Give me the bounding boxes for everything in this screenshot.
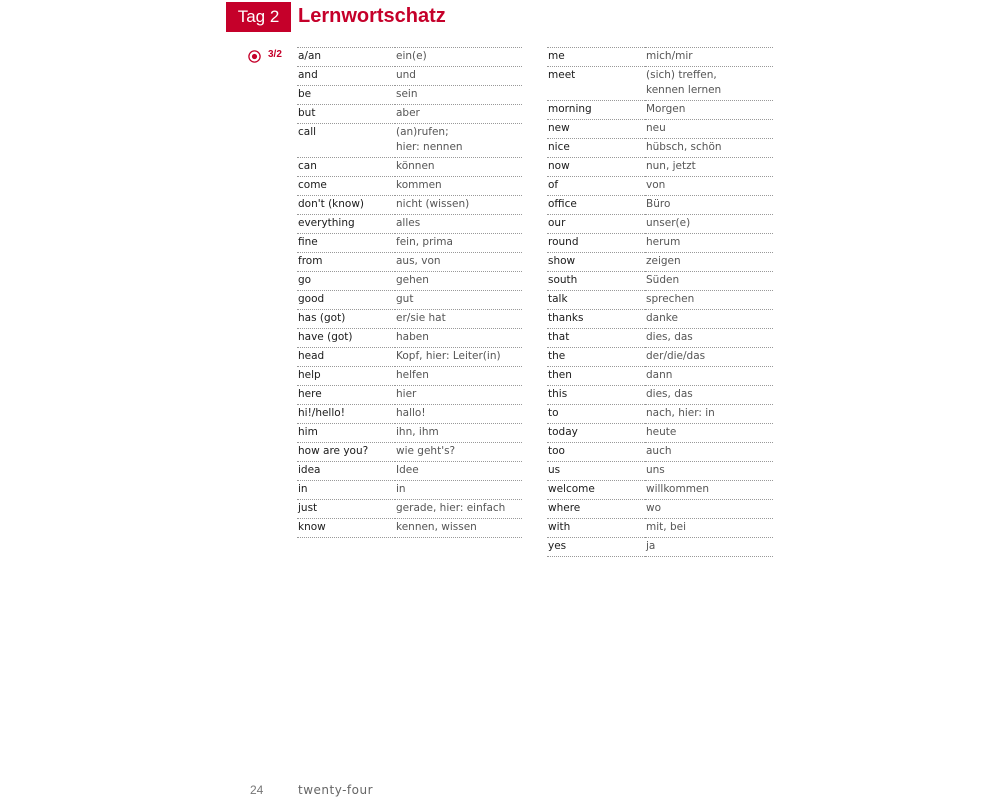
german-translation: der/die/das [645, 348, 773, 367]
english-word: him [297, 424, 395, 443]
vocab-row [297, 48, 522, 67]
english-word: everything [297, 215, 395, 234]
german-translation: gehen [395, 272, 522, 291]
german-translation: helfen [395, 367, 522, 386]
vocab-row [547, 310, 773, 329]
vocab-row [297, 105, 522, 124]
german-translation: nicht (wissen) [395, 196, 522, 215]
vocab-row [547, 481, 773, 500]
english-word: the [547, 348, 645, 367]
english-word: be [297, 86, 395, 105]
english-word: hi!/hello! [297, 405, 395, 424]
german-translation: von [645, 177, 773, 196]
english-word: show [547, 253, 645, 272]
english-word: come [297, 177, 395, 196]
english-word: morning [547, 101, 645, 120]
german-translation: auch [645, 443, 773, 462]
german-translation: heute [645, 424, 773, 443]
vocab-row [547, 120, 773, 139]
english-word: to [547, 405, 645, 424]
vocab-row [547, 405, 773, 424]
english-word: talk [547, 291, 645, 310]
vocab-row [297, 367, 522, 386]
vocab-row [547, 367, 773, 386]
vocab-row [547, 538, 773, 557]
german-translation: unser(e) [645, 215, 773, 234]
vocab-row [297, 234, 522, 253]
english-word: this [547, 386, 645, 405]
german-translation: haben [395, 329, 522, 348]
vocab-row [547, 462, 773, 481]
english-word: have (got) [297, 329, 395, 348]
english-word: good [297, 291, 395, 310]
vocab-row [297, 86, 522, 105]
english-word: head [297, 348, 395, 367]
vocab-row [547, 348, 773, 367]
vocab-table-left [297, 47, 522, 538]
vocab-row [297, 177, 522, 196]
german-translation: nach, hier: in [645, 405, 773, 424]
audio-track-marker[interactable] [248, 48, 288, 66]
vocab-row [547, 67, 773, 101]
vocab-row [547, 177, 773, 196]
vocab-row [547, 386, 773, 405]
german-translation: ja [645, 538, 773, 557]
english-word: fine [297, 234, 395, 253]
german-translation: ihn, ihm [395, 424, 522, 443]
english-word: help [297, 367, 395, 386]
english-word: today [547, 424, 645, 443]
german-translation: sprechen [645, 291, 773, 310]
vocab-row [547, 101, 773, 120]
german-translation: zeigen [645, 253, 773, 272]
german-translation: nun, jetzt [645, 158, 773, 177]
english-word: from [297, 253, 395, 272]
vocab-row [547, 48, 773, 67]
english-word: can [297, 158, 395, 177]
vocab-table-right [547, 47, 773, 557]
german-translation: willkommen [645, 481, 773, 500]
english-word: call [297, 124, 395, 158]
vocab-row [297, 215, 522, 234]
english-word: meet [547, 67, 645, 101]
german-translation: hier [395, 386, 522, 405]
vocab-row [547, 291, 773, 310]
vocab-row [547, 329, 773, 348]
english-word: where [547, 500, 645, 519]
german-translation: aber [395, 105, 522, 124]
german-translation: danke [645, 310, 773, 329]
english-word: how are you? [297, 443, 395, 462]
german-translation: (sich) treffen, kennen lernen [645, 67, 773, 101]
german-translation: können [395, 158, 522, 177]
german-translation: mich/mir [645, 48, 773, 67]
vocab-row [297, 481, 522, 500]
english-word: round [547, 234, 645, 253]
vocab-row [297, 329, 522, 348]
english-word: has (got) [297, 310, 395, 329]
vocab-row [547, 234, 773, 253]
german-translation: Idee [395, 462, 522, 481]
english-word: office [547, 196, 645, 215]
english-word: and [297, 67, 395, 86]
german-translation: Süden [645, 272, 773, 291]
vocab-row [547, 272, 773, 291]
english-word: nice [547, 139, 645, 158]
english-word: a/an [297, 48, 395, 67]
german-translation: gerade, hier: einfach [395, 500, 522, 519]
vocab-row [297, 158, 522, 177]
vocab-row [297, 291, 522, 310]
vocab-row [547, 158, 773, 177]
english-word: go [297, 272, 395, 291]
vocab-row [547, 519, 773, 538]
vocab-row [297, 310, 522, 329]
audio-track-number: 3/2 [268, 49, 282, 60]
english-word: know [297, 519, 395, 538]
english-word: idea [297, 462, 395, 481]
english-word: me [547, 48, 645, 67]
german-translation: wie geht's? [395, 443, 522, 462]
day-tag-label: Tag 2 [237, 7, 280, 26]
german-translation: er/sie hat [395, 310, 522, 329]
english-word: just [297, 500, 395, 519]
vocab-row [297, 405, 522, 424]
english-word: now [547, 158, 645, 177]
german-translation: aus, von [395, 253, 522, 272]
english-word: don't (know) [297, 196, 395, 215]
vocab-row [297, 67, 522, 86]
vocab-row [297, 519, 522, 538]
german-translation: in [395, 481, 522, 500]
german-translation: fein, prima [395, 234, 522, 253]
english-word: new [547, 120, 645, 139]
vocab-row [547, 424, 773, 443]
english-word: in [297, 481, 395, 500]
vocab-row [297, 124, 522, 158]
english-word: that [547, 329, 645, 348]
english-word: our [547, 215, 645, 234]
vocab-row [297, 462, 522, 481]
german-translation: herum [645, 234, 773, 253]
german-translation: Kopf, hier: Leiter(in) [395, 348, 522, 367]
german-translation: mit, bei [645, 519, 773, 538]
german-translation: dann [645, 367, 773, 386]
vocab-row [297, 196, 522, 215]
german-translation: ein(e) [395, 48, 522, 67]
day-tag [226, 2, 291, 32]
german-translation: kommen [395, 177, 522, 196]
german-translation: dies, das [645, 386, 773, 405]
vocab-row [297, 500, 522, 519]
vocab-row [297, 272, 522, 291]
vocab-row [297, 253, 522, 272]
vocab-row [547, 443, 773, 462]
german-translation: gut [395, 291, 522, 310]
english-word: of [547, 177, 645, 196]
vocab-row [297, 386, 522, 405]
vocab-row [547, 139, 773, 158]
vocab-row [297, 424, 522, 443]
german-translation: kennen, wissen [395, 519, 522, 538]
english-word: south [547, 272, 645, 291]
vocab-row [547, 215, 773, 234]
vocab-row [297, 443, 522, 462]
english-word: yes [547, 538, 645, 557]
german-translation: (an)rufen; hier: nennen [395, 124, 522, 158]
german-translation: alles [395, 215, 522, 234]
page-title: Lernwortschatz [298, 5, 446, 27]
vocab-row [297, 348, 522, 367]
vocab-row [547, 196, 773, 215]
german-translation: neu [645, 120, 773, 139]
page-number: 24 [250, 783, 264, 797]
english-word: us [547, 462, 645, 481]
german-translation: sein [395, 86, 522, 105]
english-word: with [547, 519, 645, 538]
audio-cd-icon [248, 50, 261, 63]
vocab-row [547, 253, 773, 272]
german-translation: Büro [645, 196, 773, 215]
english-word: here [297, 386, 395, 405]
german-translation: uns [645, 462, 773, 481]
english-word: too [547, 443, 645, 462]
german-translation: Morgen [645, 101, 773, 120]
german-translation: dies, das [645, 329, 773, 348]
german-translation: hübsch, schön [645, 139, 773, 158]
german-translation: und [395, 67, 522, 86]
page-number-word: twenty-four [298, 783, 374, 797]
german-translation: wo [645, 500, 773, 519]
vocab-row [547, 500, 773, 519]
english-word: then [547, 367, 645, 386]
english-word: thanks [547, 310, 645, 329]
english-word: welcome [547, 481, 645, 500]
german-translation: hallo! [395, 405, 522, 424]
english-word: but [297, 105, 395, 124]
